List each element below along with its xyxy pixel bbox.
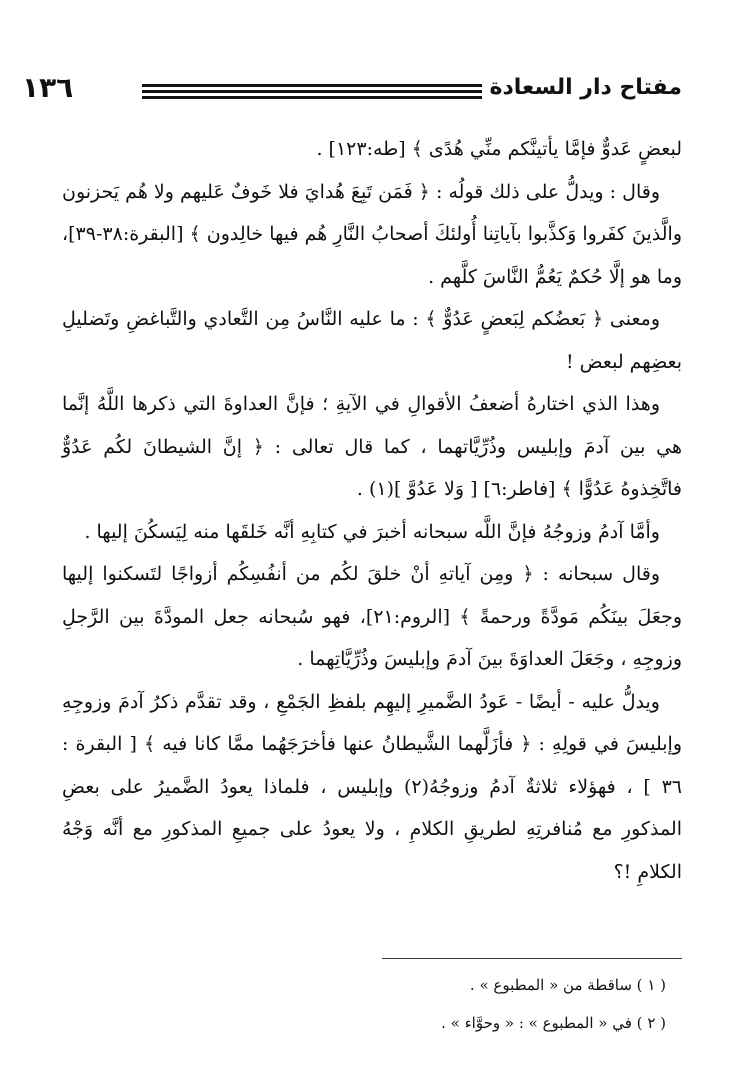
paragraph: وقال سبحانه : ﴿ ومِن آياتهِ أنْ خلقَ لكُم من أنفُسِكُم أزواجًا لتَسكنوا إليها وجعَلَ بينَكُم مَودَّةً ورحمةً ﴾ [الروم:٢١]، فهو سُبحانه جعل المودَّةَ بين الرَّجلِ وزوجِهِ ، وجَعَلَ العداوَةَ بينَ آدمَ وإبليسَ وذُرِّيَّاتِهما . xyxy=(62,563,682,670)
paragraph: وهذا الذي اختارهُ أضعفُ الأقوالِ في الآيةِ ؛ فإنَّ العداوةَ التي ذكرها اللَّهُ إنَّما هي بين آدمَ وإبليس وذُرِّيَّاتهما ، كما قال تعالى : ﴿ إنَّ الشيطانَ لكُم عَدُوٌّ فاتَّخِذوهُ عَدُوًّا ﴾ [فاطر:٦] [ وَلا عَدُوَّ ](١) . xyxy=(62,393,682,500)
footnote: ( ٢ ) في « المطبوع » : « وحوَّاء » . xyxy=(441,1014,666,1032)
footnotes xyxy=(66,966,666,1042)
header-rule xyxy=(142,90,482,93)
footnote: ( ١ ) ساقطة من « المطبوع » . xyxy=(469,976,666,994)
page-number: ١٣٦ xyxy=(22,71,74,104)
main-text xyxy=(62,128,682,893)
paragraph: ويدلُّ عليه - أيضًا - عَودُ الضَّميرِ إليهِم بلفظِ الجَمْعِ ، وقد تقدَّم ذكرُ آدمَ وزوجِهِ وإبليسَ في قولِهِ : ﴿ فأزَلَّهما الشَّيطانُ عنها فأخرَجَهُما ممَّا كانا فيه ﴾ [ البقرة : ٣٦ ] ، فهؤلاء ثلاثةٌ آدمُ وزوجُهُ(٢) وإبليس ، فلماذا يعودُ الضَّميرُ على بعضِ المذكورِ مع مُنافرتِهِ لطريقِ الكلامِ ، ولا يعودُ على جميعِ المذكورِ مع أنَّه وَجْهُ الكلامِ !؟ xyxy=(62,690,682,883)
footnote-separator xyxy=(382,958,682,959)
running-header xyxy=(22,70,682,110)
header-rule xyxy=(142,84,482,87)
paragraph: وأمَّا آدمُ وزوجُهُ فإنَّ اللَّه سبحانه أخبرَ في كتابِهِ أنَّه خَلقَها منه لِيَسكُنَ إليها . xyxy=(84,520,660,543)
book-title: مفتاح دار السعادة xyxy=(489,75,682,100)
header-rule xyxy=(142,96,482,99)
paragraph: لبعضٍ عَدوٌّ فإمَّا يأتينَّكم منِّي هُدًى ﴾ [طه:١٢٣] . xyxy=(316,138,682,160)
paragraph: وقال : ويدلُّ على ذلك قولُه : ﴿ فَمَن تَبِعَ هُدايَ فلا خَوفٌ عَليهم ولا هُم يَحزنون والَّذينَ كفَروا وَكذَّبوا بآياتِنا أُولئكَ أصحابُ النَّارِ هُم فيها خالِدون ﴾ [البقرة:٣٨-٣٩]، وما هو إلَّا حُكمٌ يَعُمُّ النَّاسَ كلَّهم . xyxy=(62,180,682,288)
paragraph: ومعنى ﴿ بَعضُكم لِبَعضٍ عَدُوٌّ ﴾ : ما عليه النَّاسُ مِن التَّعادي والتَّباغضِ وتَضليلِ بعضِهم لبعض ! xyxy=(62,308,682,373)
